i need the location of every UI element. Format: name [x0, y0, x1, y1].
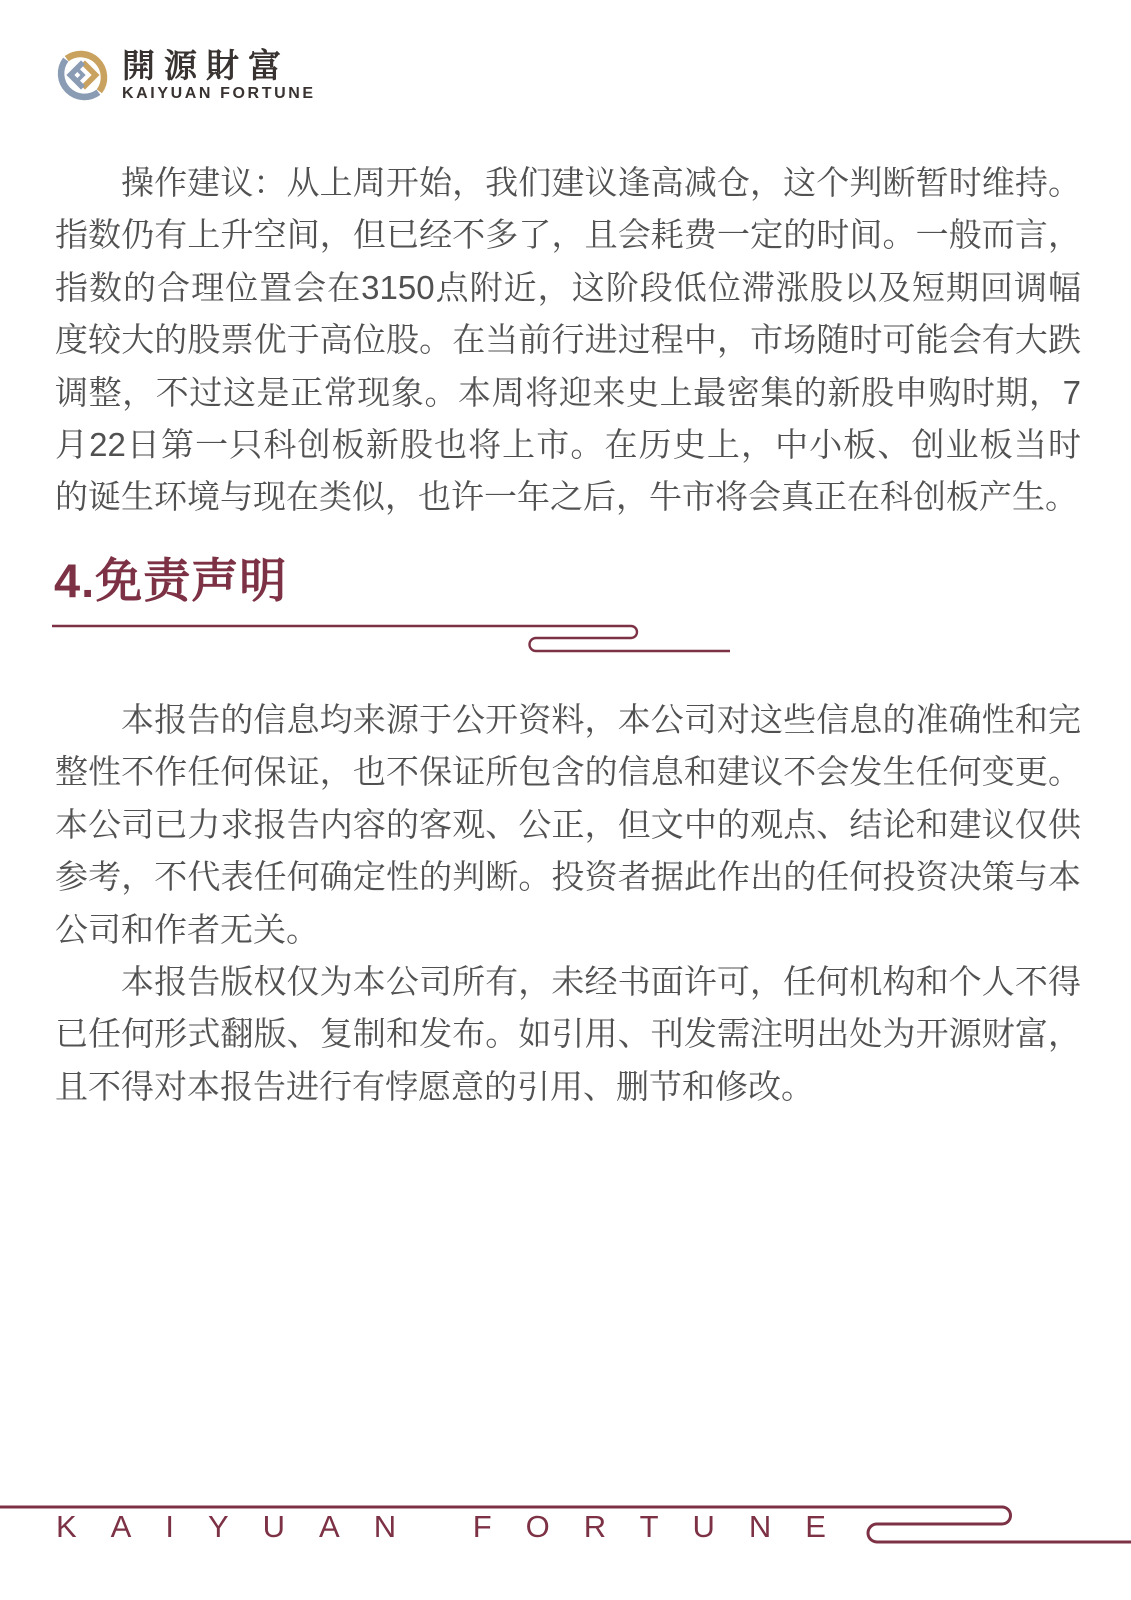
logo-chinese-name: 開源財富 — [122, 46, 290, 84]
company-logo — [55, 47, 316, 103]
disclaimer-paragraph-1: 本报告的信息均来源于公开资料，本公司对这些信息的准确性和完整性不作任何保证，也不保证所包含的信息和建议不会发生任何变更。本公司已力求报告内容的客观、公正，但文中的观点、结论和建议仅供参考，不代表任何确定性的判断。投资者据此作出的任何投资决策与本公司和作者无关。 — [55, 701, 1081, 948]
kaiyuan-logo-icon — [55, 47, 111, 103]
disclaimer-section — [55, 694, 1081, 1113]
paragraph-text: 操作建议：从上周开始，我们建议逢高减仓，这个判断暂时维持。指数仍有上升空间，但已经不多了，且会耗费一定的时间。一般而言，指数的合理位置会在3150点附近，这阶段低位滞涨股以及短期回调幅度较大的股票优于高位股。在当前行进过程中，市场随时可能会有大跌调整，不过这是正常现象。本周将迎来史上最密集的新股申购时期，7月22日第一只科创板新股也将上市。在历史上，中小板、创业板当时的诞生环境与现在类似，也许一年之后，牛市将会真正在科创板产生。 — [55, 164, 1081, 516]
logo-english-name: KAIYUAN FORTUNE — [122, 84, 316, 102]
disclaimer-paragraph-2: 本报告版权仅为本公司所有，未经书面许可，任何机构和个人不得已任何形式翻版、复制和发布。如引用、刊发需注明出处为开源财富，且不得对本报告进行有悖愿意的引用、删节和修改。 — [55, 963, 1081, 1105]
operation-advice-paragraph — [55, 157, 1081, 524]
logo-text — [122, 48, 316, 103]
footer-brand-text: KAIYUAN FORTUNE — [56, 1509, 860, 1544]
heading-divider-ornament — [52, 622, 732, 654]
section-heading-disclaimer: 4.免责声明 — [54, 554, 288, 607]
